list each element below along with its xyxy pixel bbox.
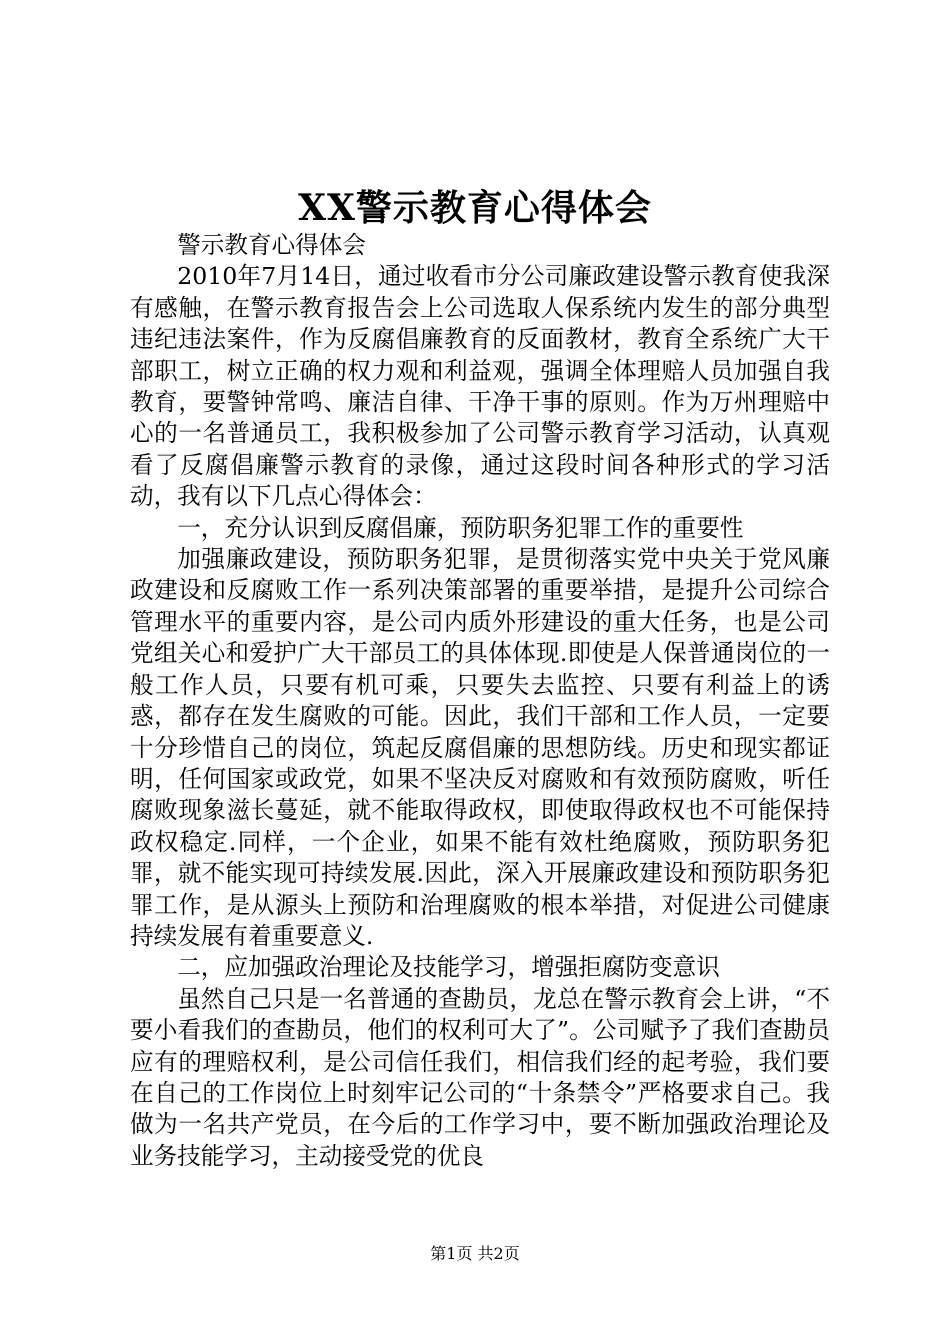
section-heading-1: 一，充分认识到反腐倡廉，预防职务犯罪工作的重要性 [177,513,744,542]
page-footer: 第1页 共2页 [430,1244,520,1263]
intro-paragraph: 2010年7月14日，通过收看市分公司廉政建设警示教育使我深有感触，在警示教育报告会上公司选取人保系统内发生的部分典型违纪违法案件，作为反腐倡廉教育的反面教材，教育全系统广大干部职工，树立正确的权力观和利益观，强调全体理赔人员加强自我教育，要警钟常鸣、廉洁自律、干净干事的原则。作为万州理赔中心的一名普通员工，我积极参加了公司警示教育学习活动，认真观看了反腐倡廉警示教育的录像，通过这段时间各种形式的学习活动，我有以下几点心得体会： [130,262,830,511]
section-2-paragraph: 虽然自己只是一名普通的查勘员，龙总在警示教育会上讲，“不要小看我们的查勘员，他们的权利可大了”。公司赋予了我们查勘员应有的理赔权利，是公司信任我们，相信我们经的起考验，我们要在自己的工作岗位上时刻牢记公司的“十条禁令”严格要求自己。我做为一名共产党员，在今后的工作学习中，要不断加强政治理论及业务技能学习，主动接受党的优良 [130,984,830,1170]
section-heading-2: 二，应加强政治理论及技能学习，增强拒腐防变意识 [177,953,720,982]
section-1-paragraph: 加强廉政建设，预防职务犯罪，是贯彻落实党中央关于党风廉政建设和反腐败工作一系列决策部署的重要举措，是提升公司综合管理水平的重要内容，是公司内质外形建设的重大任务，也是公司党组关心和爱护广大干部员工的具体体现.即使是人保普通岗位的一般工作人员，只要有机可乘，只要失去监控、只要有利益上的诱惑，都存在发生腐败的可能。因此，我们干部和工作人员，一定要十分珍惜自己的岗位，筑起反腐倡廉的思想防线。历史和现实都证明，任何国家或政党，如果不坚决反对腐败和有效预防腐败，听任腐败现象滋长蔓延，就不能取得政权，即使取得政权也不可能保持政权稳定.同样，一个企业，如果不能有效杜绝腐败，预防职务犯罪，就不能实现可持续发展.因此，深入开展廉政建设和预防职务犯罪工作，是从源头上预防和治理腐败的根本举措，对促进公司健康持续发展有着重要意义. [130,545,830,950]
document-body [130,230,830,1172]
document-title: XX警示教育心得体会 [298,187,652,229]
subtitle-paragraph: 警示教育心得体会 [177,231,366,259]
